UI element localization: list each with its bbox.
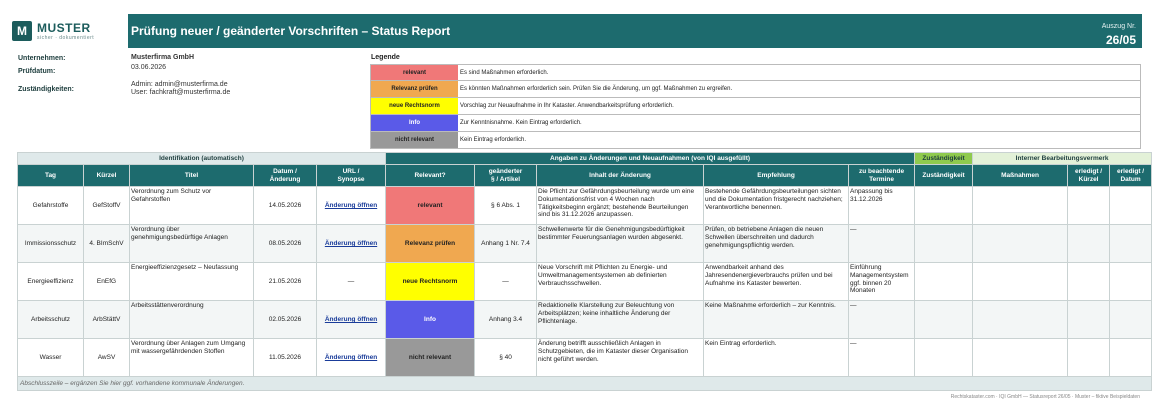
cell-relevant: nicht relevant xyxy=(386,339,475,377)
col-paragraph: geänderter § / Artikel xyxy=(475,165,537,187)
cell-relevant: neue Rechtsnorm xyxy=(386,263,475,301)
cell-datum: 02.05.2026 xyxy=(254,301,317,339)
report-title: Prüfung neuer / geänderter Vorschriften – Status Report xyxy=(131,24,451,38)
cell-titel: Arbeitsstättenverordnung xyxy=(130,301,254,339)
responsibilities-label: Zuständigkeiten: xyxy=(18,86,75,93)
open-change-link[interactable]: Änderung öffnen xyxy=(324,202,378,209)
cell-tag: Gefahrstoffe xyxy=(18,187,84,225)
responsibility-user: User: fachkraft@musterfirma.de xyxy=(131,89,231,96)
cell-tag: Wasser xyxy=(18,339,84,377)
logo xyxy=(12,14,128,48)
cell-tag: Energieeffizienz xyxy=(18,263,84,301)
logo-mark: M xyxy=(12,21,32,41)
cell-empfehlung: Anwendbarkeit anhand des Jahresendenergieverbrauchs prüfen und bei Aufnahme ins Kataster bewerten. xyxy=(704,263,849,301)
legend-swatch: nicht relevant xyxy=(371,132,458,148)
col-relevant: Relevant? xyxy=(386,165,475,187)
open-change-link[interactable]: Änderung öffnen xyxy=(324,240,378,247)
legend xyxy=(370,64,1141,149)
legend-swatch: neue Rechtsnorm xyxy=(371,98,458,114)
cell-kuerzel: ArbStättV xyxy=(84,301,130,339)
col-erledigt-kuerzel: erledigt / Kürzel xyxy=(1068,165,1110,187)
legend-swatch: relevant xyxy=(371,65,458,80)
cell-massnahmen[interactable] xyxy=(973,339,1068,377)
legend-desc: Kein Eintrag erforderlich. xyxy=(460,137,527,143)
legend-desc: Vorschlag zur Neuaufnahme in Ihr Kataster. Anwendbarkeitsprüfung erforderlich. xyxy=(460,103,674,109)
company-label: Unternehmen: xyxy=(18,55,66,62)
title-bar xyxy=(128,14,1142,48)
cell-paragraph: § 6 Abs. 1 xyxy=(475,187,537,225)
cell-paragraph: — xyxy=(475,263,537,301)
cell-kuerzel: 4. BImSchV xyxy=(84,225,130,263)
cell-massnahmen[interactable] xyxy=(973,225,1068,263)
legend-row-not-relevant xyxy=(370,132,1141,149)
col-titel: Titel xyxy=(130,165,254,187)
cell-titel: Verordnung zum Schutz vor Gefahrstoffen xyxy=(130,187,254,225)
cell-kuerzel: EnEfG xyxy=(84,263,130,301)
table-footer-note: Abschlusszeile – ergänzen Sie hier ggf. vorhandene kommunale Änderungen. xyxy=(18,377,1152,391)
cell-titel: Verordnung über Anlagen zum Umgang mit wassergefährdenden Stoffen xyxy=(130,339,254,377)
col-termine: zu beachtende Termine xyxy=(849,165,915,187)
cell-erledigt-kuerzel[interactable] xyxy=(1068,225,1110,263)
table-row xyxy=(18,339,1152,377)
cell-relevant: Info xyxy=(386,301,475,339)
group-ident: Identifikation (automatisch) xyxy=(18,153,386,165)
cell-termine: Einführung Managementsystem ggf. binnen 20 Monaten xyxy=(849,263,915,301)
cell-inhalt: Schwellenwerte für die Genehmigungsbedürftigkeit bestimmter Feuerungsanlagen wurden abgesenkt. xyxy=(537,225,704,263)
cell-erledigt-datum[interactable] xyxy=(1110,301,1152,339)
cell-inhalt: Redaktionelle Klarstellung zur Beleuchtung von Arbeitsplätzen; keine inhaltliche Änderung der Pflichtenlage. xyxy=(537,301,704,339)
cell-inhalt: Neue Vorschrift mit Pflichten zu Energie- und Umweltmanagementsystemen ab definierten Verbrauchsschwellen. xyxy=(537,263,704,301)
cell-erledigt-datum[interactable] xyxy=(1110,225,1152,263)
cell-inhalt: Änderung betrifft ausschließlich Anlagen in Schutzgebieten, die im Kataster dieser Organisation nicht geführt werden. xyxy=(537,339,704,377)
cell-termine: — xyxy=(849,225,915,263)
extract-label: Auszug Nr. xyxy=(1101,23,1136,30)
cell-zustaendigkeit[interactable] xyxy=(915,263,973,301)
legend-desc: Es könnten Maßnahmen erforderlich sein. Prüfen Sie die Änderung, um ggf. Maßnahmen zu ergreifen. xyxy=(460,86,733,92)
cell-datum: 21.05.2026 xyxy=(254,263,317,301)
legend-row-relevant xyxy=(370,64,1141,81)
group-changes: Angaben zu Änderungen und Neuaufnahmen (von IQI ausgefüllt) xyxy=(386,153,915,165)
cell-empfehlung: Prüfen, ob betriebene Anlagen die neuen Schwellen überschreiten und dadurch genehmigungspflichtig werden. xyxy=(704,225,849,263)
cell-paragraph: § 40 xyxy=(475,339,537,377)
legend-title: Legende xyxy=(371,54,400,61)
cell-empfehlung: Bestehende Gefährdungsbeurteilungen sichten und die Dokumentation fristgerecht nachziehen; Verantwortliche benennen. xyxy=(704,187,849,225)
cell-empfehlung: Kein Eintrag erforderlich. xyxy=(704,339,849,377)
cell-termine: — xyxy=(849,339,915,377)
logo-name: MUSTER xyxy=(37,21,91,35)
cell-termine: Anpassung bis 31.12.2026 xyxy=(849,187,915,225)
cell-zustaendigkeit[interactable] xyxy=(915,339,973,377)
logo-tagline: sicher · dokumentiert xyxy=(37,35,95,41)
cell-tag: Arbeitsschutz xyxy=(18,301,84,339)
cell-paragraph: Anhang 1 Nr. 7.4 xyxy=(475,225,537,263)
cell-kuerzel: GefStoffV xyxy=(84,187,130,225)
group-responsibility: Zuständigkeit xyxy=(915,153,973,165)
page-footer: Rechtskataster.com · IQI GmbH — Statusreport 26/05 · Muster – fiktive Beispieldaten xyxy=(950,394,1140,400)
cell-relevant: Relevanz prüfen xyxy=(386,225,475,263)
cell-erledigt-kuerzel[interactable] xyxy=(1068,301,1110,339)
cell-termine: — xyxy=(849,301,915,339)
table-row xyxy=(18,263,1152,301)
table-row xyxy=(18,225,1152,263)
cell-erledigt-kuerzel[interactable] xyxy=(1068,339,1110,377)
status-table xyxy=(17,152,1152,391)
col-erledigt-datum: erledigt / Datum xyxy=(1110,165,1152,187)
cell-zustaendigkeit[interactable] xyxy=(915,187,973,225)
col-empfehlung: Empfehlung xyxy=(704,165,849,187)
open-change-link[interactable]: Änderung öffnen xyxy=(324,316,378,323)
legend-desc: Es sind Maßnahmen erforderlich. xyxy=(460,69,549,76)
cell-inhalt: Die Pflicht zur Gefährdungsbeurteilung wurde um eine Dokumentationsfrist von 4 Wochen nach Tätigkeitsbeginn ergänzt; bestehende Beurteilungen sind bis 31.12.2026 anzupassen. xyxy=(537,187,704,225)
col-datum: Datum / Änderung xyxy=(254,165,317,187)
cell-erledigt-kuerzel[interactable] xyxy=(1068,187,1110,225)
legend-row-new xyxy=(370,98,1141,115)
cell-erledigt-kuerzel[interactable] xyxy=(1068,263,1110,301)
cell-erledigt-datum[interactable] xyxy=(1110,339,1152,377)
group-internal: Interner Bearbeitungsvermerk xyxy=(973,153,1152,165)
cell-url: — xyxy=(317,263,386,301)
cell-massnahmen[interactable] xyxy=(973,263,1068,301)
date-value: 03.06.2026 xyxy=(131,64,167,71)
open-change-link[interactable]: Änderung öffnen xyxy=(324,354,378,361)
legend-swatch: Relevanz prüfen xyxy=(371,81,458,97)
cell-datum: 14.05.2026 xyxy=(254,187,317,225)
table-row xyxy=(18,187,1152,225)
col-zustaendigkeit: Zuständigkeit xyxy=(915,165,973,187)
col-massnahmen: Maßnahmen xyxy=(973,165,1068,187)
cell-tag: Immissionsschutz xyxy=(18,225,84,263)
cell-erledigt-datum[interactable] xyxy=(1110,187,1152,225)
responsibility-admin: Admin: admin@musterfirma.de xyxy=(131,81,228,88)
cell-empfehlung: Keine Maßnahme erforderlich – zur Kenntnis. xyxy=(704,301,849,339)
cell-erledigt-datum[interactable] xyxy=(1110,263,1152,301)
cell-titel: Verordnung über genehmigungsbedürftige Anlagen xyxy=(130,225,254,263)
legend-row-info xyxy=(370,115,1141,132)
cell-relevant: relevant xyxy=(386,187,475,225)
legend-row-check xyxy=(370,81,1141,98)
cell-datum: 08.05.2026 xyxy=(254,225,317,263)
company-value: Musterfirma GmbH xyxy=(131,54,195,61)
cell-massnahmen[interactable] xyxy=(973,301,1068,339)
col-url: URL / Synopse xyxy=(317,165,386,187)
cell-zustaendigkeit[interactable] xyxy=(915,225,973,263)
col-tag: Tag xyxy=(18,165,84,187)
cell-zustaendigkeit[interactable] xyxy=(915,301,973,339)
col-inhalt: Inhalt der Änderung xyxy=(537,165,704,187)
extract-number: 26/05 xyxy=(1105,33,1136,47)
table-row xyxy=(18,301,1152,339)
legend-swatch: Info xyxy=(371,115,458,131)
cell-kuerzel: AwSV xyxy=(84,339,130,377)
cell-paragraph: Anhang 3.4 xyxy=(475,301,537,339)
cell-massnahmen[interactable] xyxy=(973,187,1068,225)
cell-datum: 11.05.2026 xyxy=(254,339,317,377)
col-kuerzel: Kürzel xyxy=(84,165,130,187)
cell-titel: Energieeffizienzgesetz – Neufassung xyxy=(130,263,254,301)
date-label: Prüfdatum: xyxy=(18,68,56,75)
legend-desc: Zur Kenntnisnahme. Kein Eintrag erforderlich. xyxy=(460,120,582,126)
